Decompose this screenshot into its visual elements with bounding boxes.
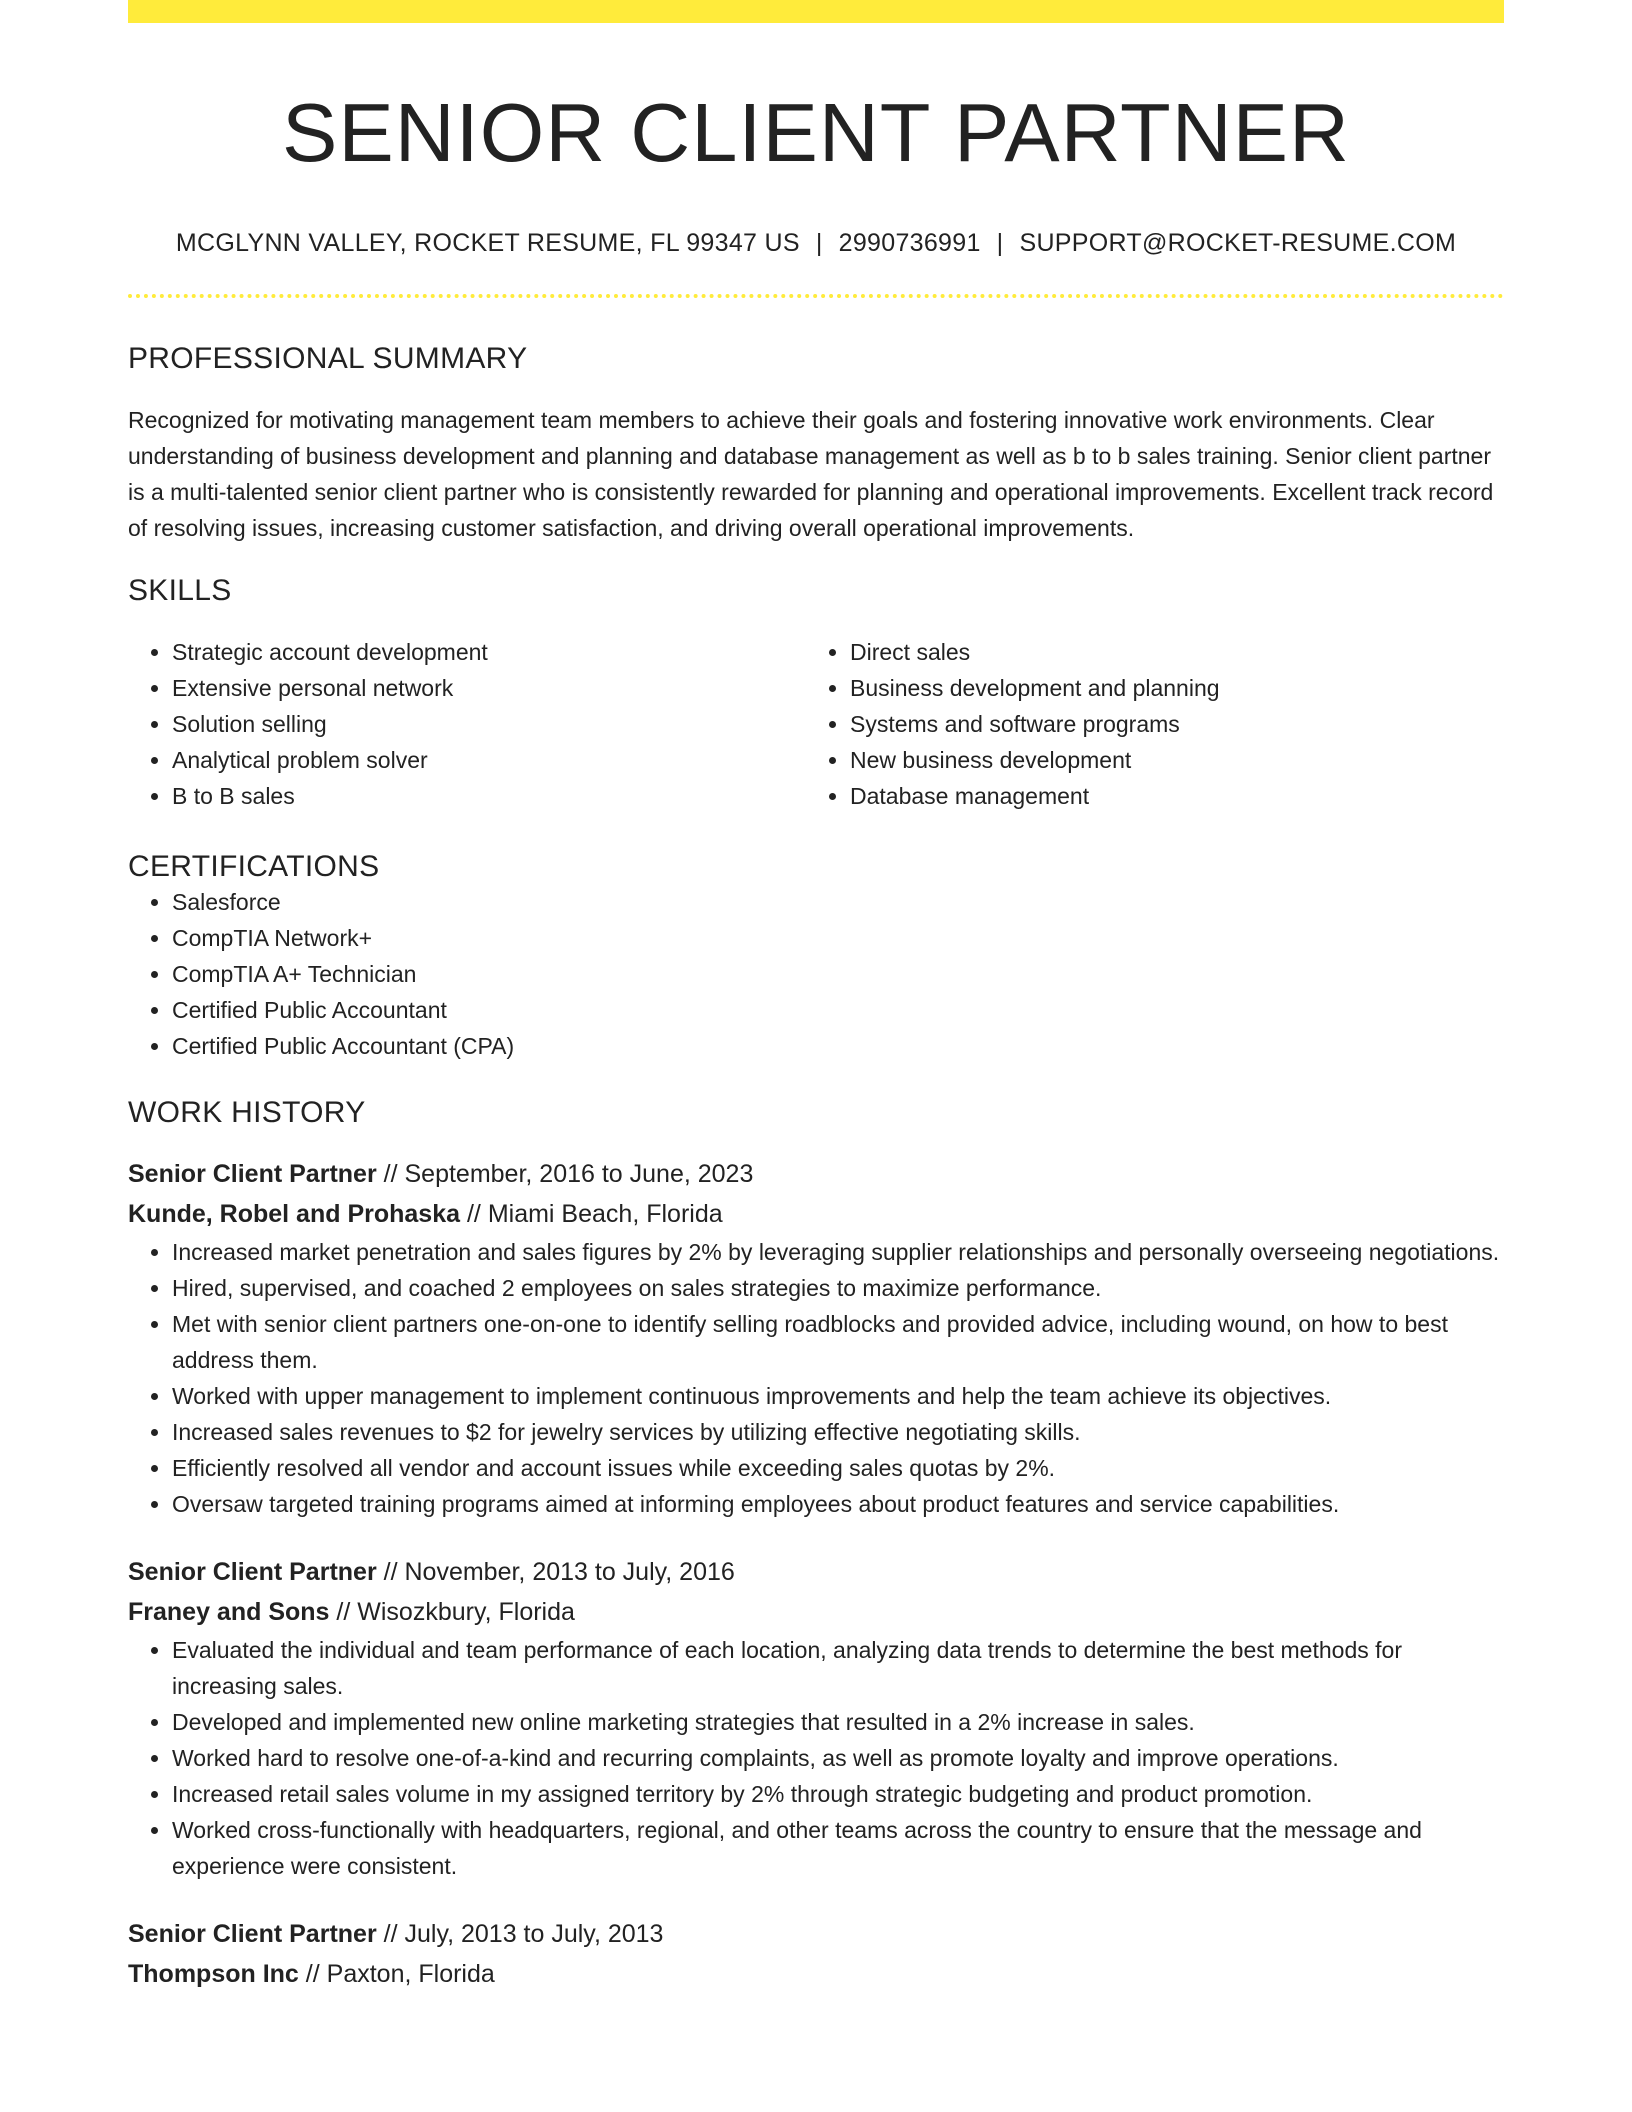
skill-item: • Strategic account development [172,634,806,670]
job-dates: July, 2013 to July, 2013 [404,1919,664,1948]
certifications-heading: CERTIFICATIONS [128,849,380,883]
contact-separator: | [996,228,1004,257]
job-duty-item: • Met with senior client partners one-on-one to identify selling roadblocks and provided advice, including wound, on how to best address them. [172,1306,1504,1378]
certification-item: • CompTIA Network+ [172,920,1504,956]
job-duties-list [128,1632,1504,1884]
job-duty-item: • Hired, supervised, and coached 2 employees on sales strategies to maximize performance. [172,1270,1504,1306]
certification-item: • Certified Public Accountant (CPA) [172,1028,1504,1064]
job-title-line [128,1154,1504,1194]
accent-bar [128,0,1504,23]
job-company: Thompson Inc [128,1959,299,1988]
job-location: Wisozkbury, Florida [357,1597,575,1626]
skills-column-left [128,634,806,814]
job-duty-item: • Increased retail sales volume in my assigned territory by 2% through strategic budgeting and product promotion. [172,1776,1504,1812]
skill-item: • Business development and planning [850,670,1484,706]
job-company-line [128,1954,1504,1994]
job-dates: November, 2013 to July, 2016 [404,1557,735,1586]
certification-item: • CompTIA A+ Technician [172,956,1504,992]
skill-item: • Direct sales [850,634,1484,670]
skill-item: • B to B sales [172,778,806,814]
job-duty-item: • Worked with upper management to implement continuous improvements and help the team achieve its objectives. [172,1378,1504,1414]
skill-item: • Extensive personal network [172,670,806,706]
contact-address: MCGLYNN VALLEY, ROCKET RESUME, FL 99347 US [175,228,800,257]
job-role: Senior Client Partner [128,1159,377,1188]
job-divider: // [336,1597,351,1626]
job-duty-item: • Increased sales revenues to $2 for jewelry services by utilizing effective negotiating skills. [172,1414,1504,1450]
skills-heading: SKILLS [128,573,232,607]
job-duty-item: • Oversaw targeted training programs aimed at informing employees about product features and service capabilities. [172,1486,1504,1522]
job-company-line [128,1592,1504,1632]
job-role: Senior Client Partner [128,1919,377,1948]
skill-item: • Database management [850,778,1484,814]
certification-item: • Salesforce [172,884,1504,920]
certifications-list [128,884,1504,1064]
job-divider: // [305,1959,320,1988]
work-history-heading: WORK HISTORY [128,1095,366,1129]
job-dates: September, 2016 to June, 2023 [404,1159,754,1188]
summary-heading: PROFESSIONAL SUMMARY [128,341,528,375]
job-duty-item: • Increased market penetration and sales figures by 2% by leveraging supplier relationships and personally overseeing negotiations. [172,1234,1504,1270]
job-divider: // [466,1199,481,1228]
job-location: Miami Beach, Florida [487,1199,723,1228]
contact-email[interactable]: SUPPORT@ROCKET-RESUME.COM [1019,228,1457,257]
job-divider: // [383,1159,398,1188]
job-company-line [128,1194,1504,1234]
job-company: Franey and Sons [128,1597,330,1626]
job-role: Senior Client Partner [128,1557,377,1586]
resume-name: SENIOR CLIENT PARTNER [282,86,1350,179]
job-entry [128,1914,1504,1994]
contact-phone: 2990736991 [838,228,981,257]
job-duty-item: • Efficiently resolved all vendor and account issues while exceeding sales quotas by 2%. [172,1450,1504,1486]
job-duty-item: • Worked cross-functionally with headquarters, regional, and other teams across the country to ensure that the message and experience were consistent. [172,1812,1504,1884]
job-location: Paxton, Florida [326,1959,495,1988]
certification-item: • Certified Public Accountant [172,992,1504,1028]
job-company: Kunde, Robel and Prohaska [128,1199,461,1228]
skill-item: • Solution selling [172,706,806,742]
summary-text: Recognized for motivating management team members to achieve their goals and fostering innovative work environments. Clear understanding of business development and planning and database management as well as b to b sales training. Senior client partner is a multi-talented senior client partner who is consistently rewarded for planning and operational improvements. Excellent track record of resolving issues, increasing customer satisfaction, and driving overall operational improvements. [128,406,1494,541]
job-duty-item: • Evaluated the individual and team performance of each location, analyzing data trends to determine the best methods for increasing sales. [172,1632,1504,1704]
skill-item: • New business development [850,742,1484,778]
skills-list-right [806,634,1484,814]
job-entry [128,1154,1504,1522]
job-divider: // [383,1557,398,1586]
skill-item: • Systems and software programs [850,706,1484,742]
job-duty-item: • Worked hard to resolve one-of-a-kind and recurring complaints, as well as promote loyalty and improve operations. [172,1740,1504,1776]
job-duty-item: • Developed and implemented new online marketing strategies that resulted in a 2% increase in sales. [172,1704,1504,1740]
job-divider: // [383,1919,398,1948]
contact-separator: | [815,228,823,257]
skills-column-right [806,634,1484,814]
resume-page [128,0,1504,1994]
header-divider [128,294,1504,298]
contact-line [128,229,1504,258]
skill-item: • Analytical problem solver [172,742,806,778]
job-entry [128,1552,1504,1884]
job-duties-list [128,1234,1504,1522]
skills-columns [128,634,1504,814]
job-title-line [128,1914,1504,1954]
job-title-line [128,1552,1504,1592]
skills-list-left [128,634,806,814]
